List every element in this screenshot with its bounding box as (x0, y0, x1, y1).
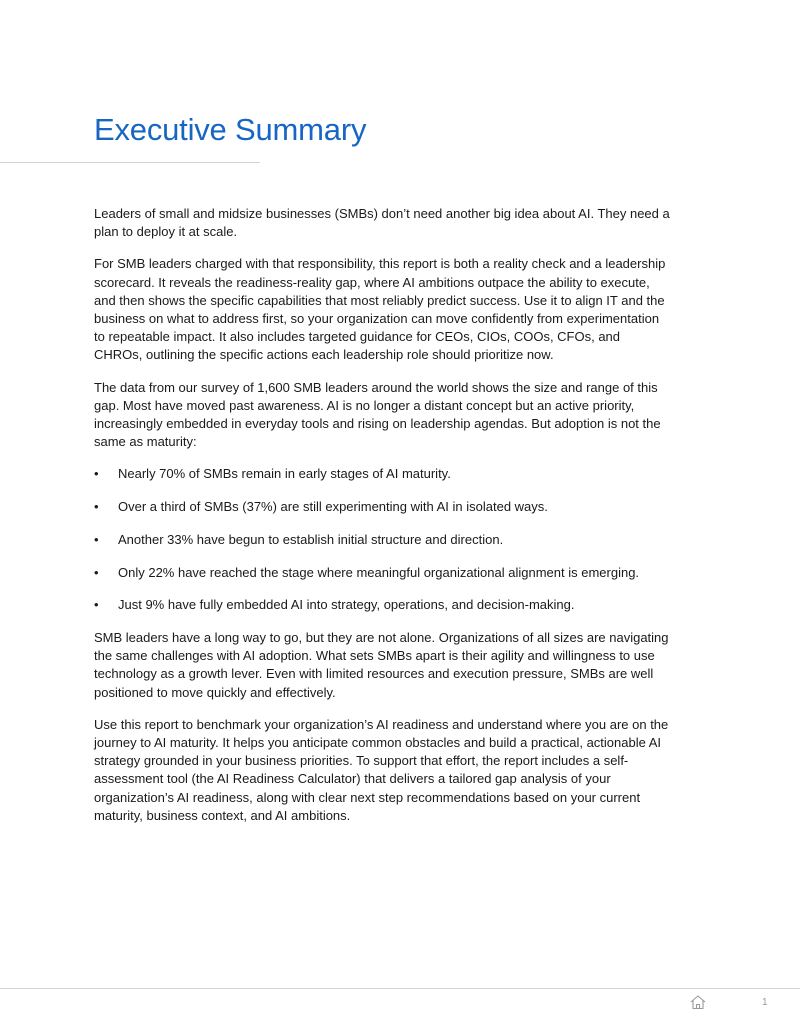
report-purpose-paragraph: For SMB leaders charged with that responsibility, this report is both a reality check and a leadership scorecard. It reveals the readiness-reality gap, where AI ambitions outpace the ability to execute, and then shows the specific capabilities that most reliably predict success. Use it to align IT and the business on what to address first, so your organization can move confidently from experimentation to repeatable impact. It also includes targeted guidance for CEOs, CIOs, COOs, CFOs, and CHROs, outlining the specific actions each leadership role should prioritize now. (94, 256, 666, 363)
bullet-marker: • (94, 466, 99, 482)
bullet-marker: • (94, 597, 99, 613)
bullet-marker: • (94, 531, 99, 547)
bullet-item (94, 596, 672, 614)
bullet-item (94, 531, 672, 549)
bullet-item (94, 564, 672, 582)
survey-data-paragraph: The data from our survey of 1,600 SMB leaders around the world shows the size and range of this gap. Most have moved past awareness. AI is no longer a distant concept but an active priority, increasingly embedded in everyday tools and rising on leadership agendas. But adoption is not the same as maturity: (94, 379, 661, 450)
bullet-text: Just 9% have fully embedded AI into strategy, operations, and decision-making. (118, 597, 575, 613)
report-usage-paragraph: Use this report to benchmark your organization’s AI readiness and understand where you are on the journey to AI maturity. It helps you anticipate common obstacles and build a practical, actionable AI strategy grounded in your business priorities. To support that effort, the report includes a self-assessment tool (the AI Readiness Calculator) that delivers a tailored gap analysis of your organization’s AI readiness, along with clear next step recommendations based on your current maturity, business context, and AI ambitions. (94, 716, 669, 823)
maturity-bullet-list (94, 465, 672, 614)
footer-divider (0, 988, 800, 989)
title-divider (0, 162, 260, 163)
bullet-marker: • (94, 499, 99, 515)
page-title: Executive Summary (94, 112, 367, 147)
smb-outlook-paragraph: SMB leaders have a long way to go, but they are not alone. Organizations of all sizes are navigating the same challenges with AI adoption. What sets SMBs apart is their agility and willingness to use technology as a growth lever. Even with limited resources and execution pressure, SMBs are well positioned to move quickly and effectively. (94, 629, 669, 700)
intro-paragraph: Leaders of small and midsize businesses (SMBs) don’t need another big idea about AI. They need a plan to deploy it at scale. (94, 206, 670, 240)
page-number: 1 (762, 997, 768, 1008)
bullet-marker: • (94, 564, 99, 580)
bullet-text: Nearly 70% of SMBs remain in early stages of AI maturity. (118, 466, 451, 482)
bullet-text: Another 33% have begun to establish initial structure and direction. (118, 531, 504, 547)
home-icon[interactable] (689, 994, 707, 1010)
bullet-item (94, 465, 672, 483)
executive-summary-body (94, 205, 672, 839)
bullet-text: Only 22% have reached the stage where meaningful organizational alignment is emerging. (118, 564, 640, 580)
bullet-item (94, 498, 672, 516)
bullet-text: Over a third of SMBs (37%) are still experimenting with AI in isolated ways. (118, 499, 548, 515)
